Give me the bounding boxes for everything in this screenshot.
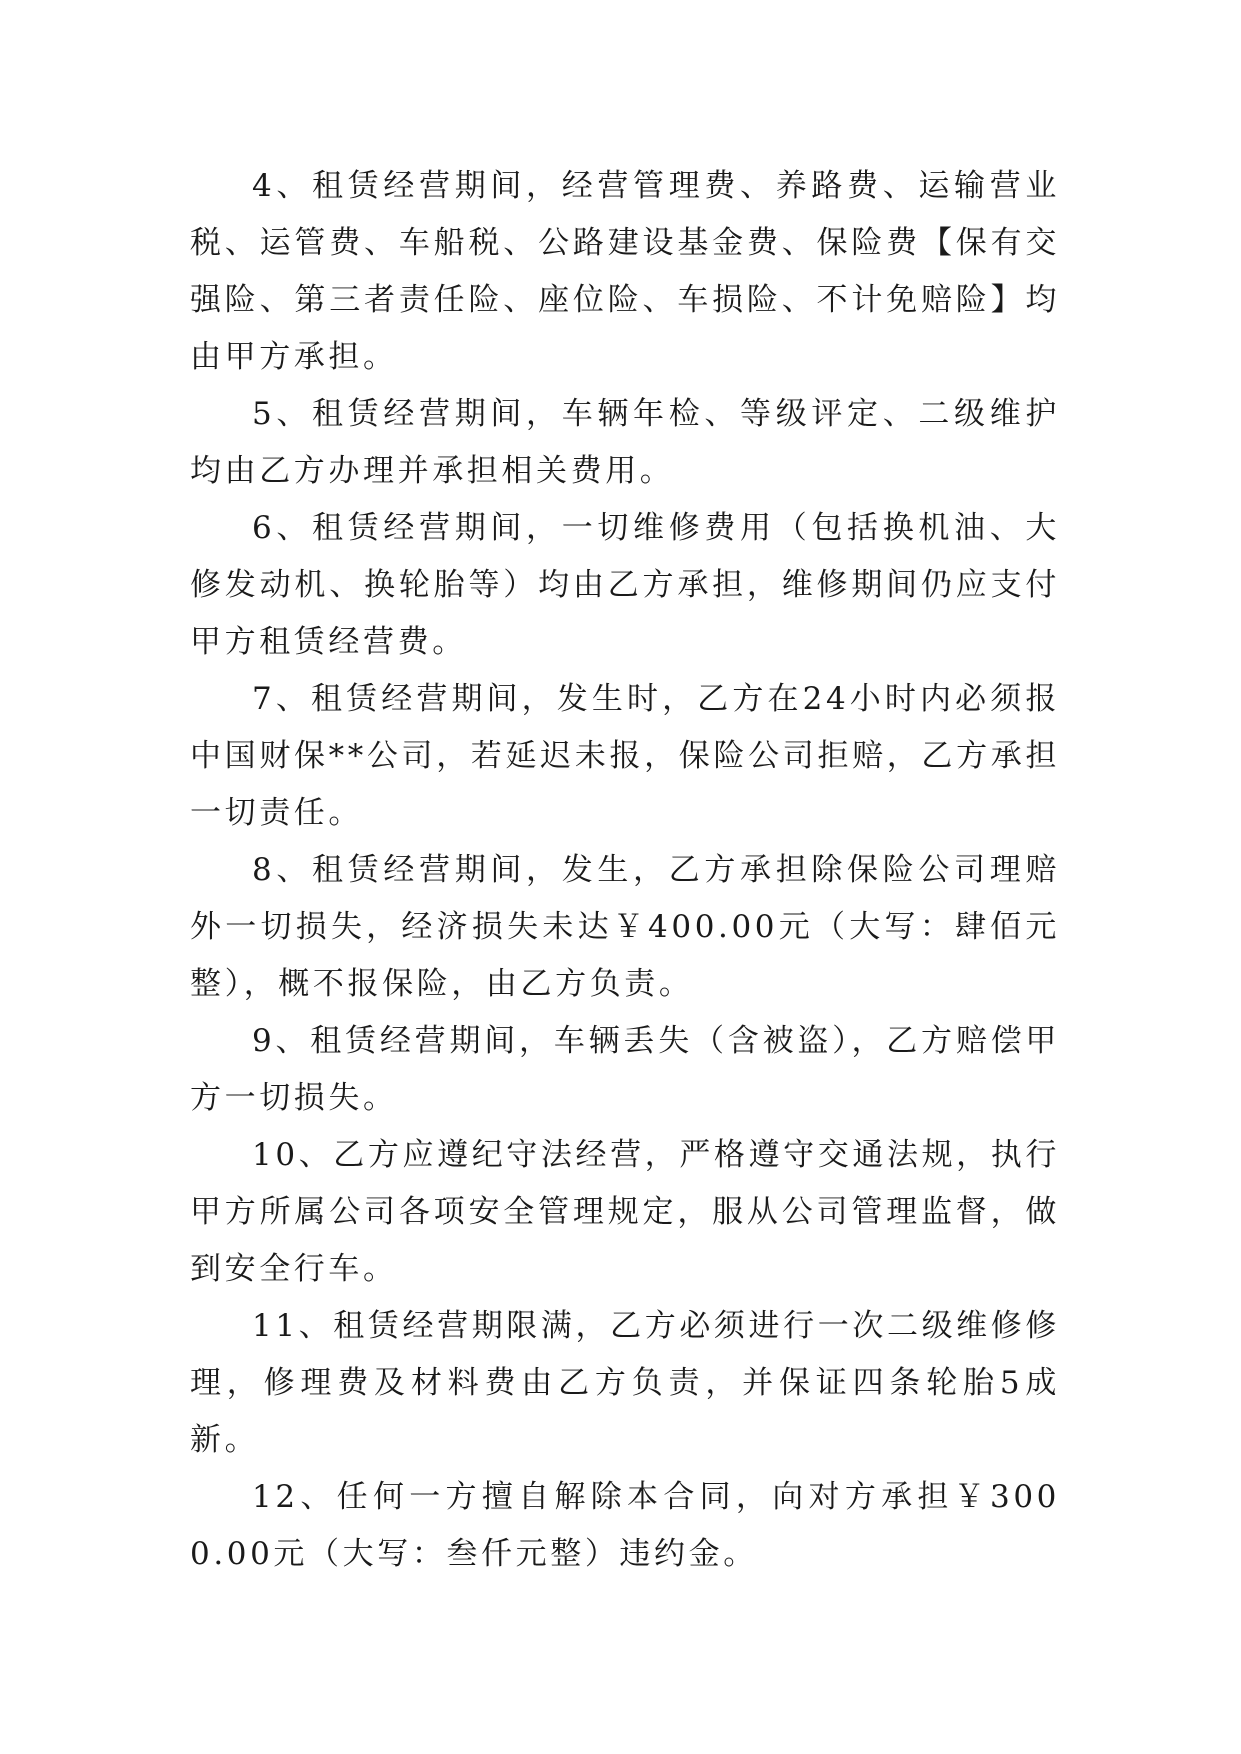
clause-5: 5、租赁经营期间，车辆年检、等级评定、二级维护均由乙方办理并承担相关费用。 xyxy=(190,396,1060,489)
clause-4: 4、租赁经营期间，经营管理费、养路费、运输营业税、运管费、车船税、公路建设基金费、保险费【保有交强险、第三者责任险、座位险、车损险、不计免赔险】均由甲方承担。 xyxy=(190,168,1060,375)
clause-7: 7、租赁经营期间，发生时，乙方在24小时内必须报中国财保**公司，若延迟未报，保险公司拒赔，乙方承担一切责任。 xyxy=(190,681,1060,831)
clause-8: 8、租赁经营期间，发生，乙方承担除保险公司理赔外一切损失，经济损失未达￥400.00元（大写：肆佰元整），概不报保险，由乙方负责。 xyxy=(190,852,1060,1002)
clause-12: 12、任何一方擅自解除本合同，向对方承担￥3000.00元（大写：叁仟元整）违约金。 xyxy=(190,1479,1060,1572)
document-body xyxy=(190,158,1060,1583)
clause-6: 6、租赁经营期间，一切维修费用（包括换机油、大修发动机、换轮胎等）均由乙方承担，维修期间仍应支付甲方租赁经营费。 xyxy=(190,510,1060,660)
clause-9: 9、租赁经营期间，车辆丢失（含被盗），乙方赔偿甲方一切损失。 xyxy=(190,1023,1060,1116)
clause-10: 10、乙方应遵纪守法经营，严格遵守交通法规，执行甲方所属公司各项安全管理规定，服从公司管理监督，做到安全行车。 xyxy=(190,1137,1060,1287)
clause-11: 11、租赁经营期限满，乙方必须进行一次二级维修修理，修理费及材料费由乙方负责，并保证四条轮胎5成新。 xyxy=(190,1308,1060,1458)
